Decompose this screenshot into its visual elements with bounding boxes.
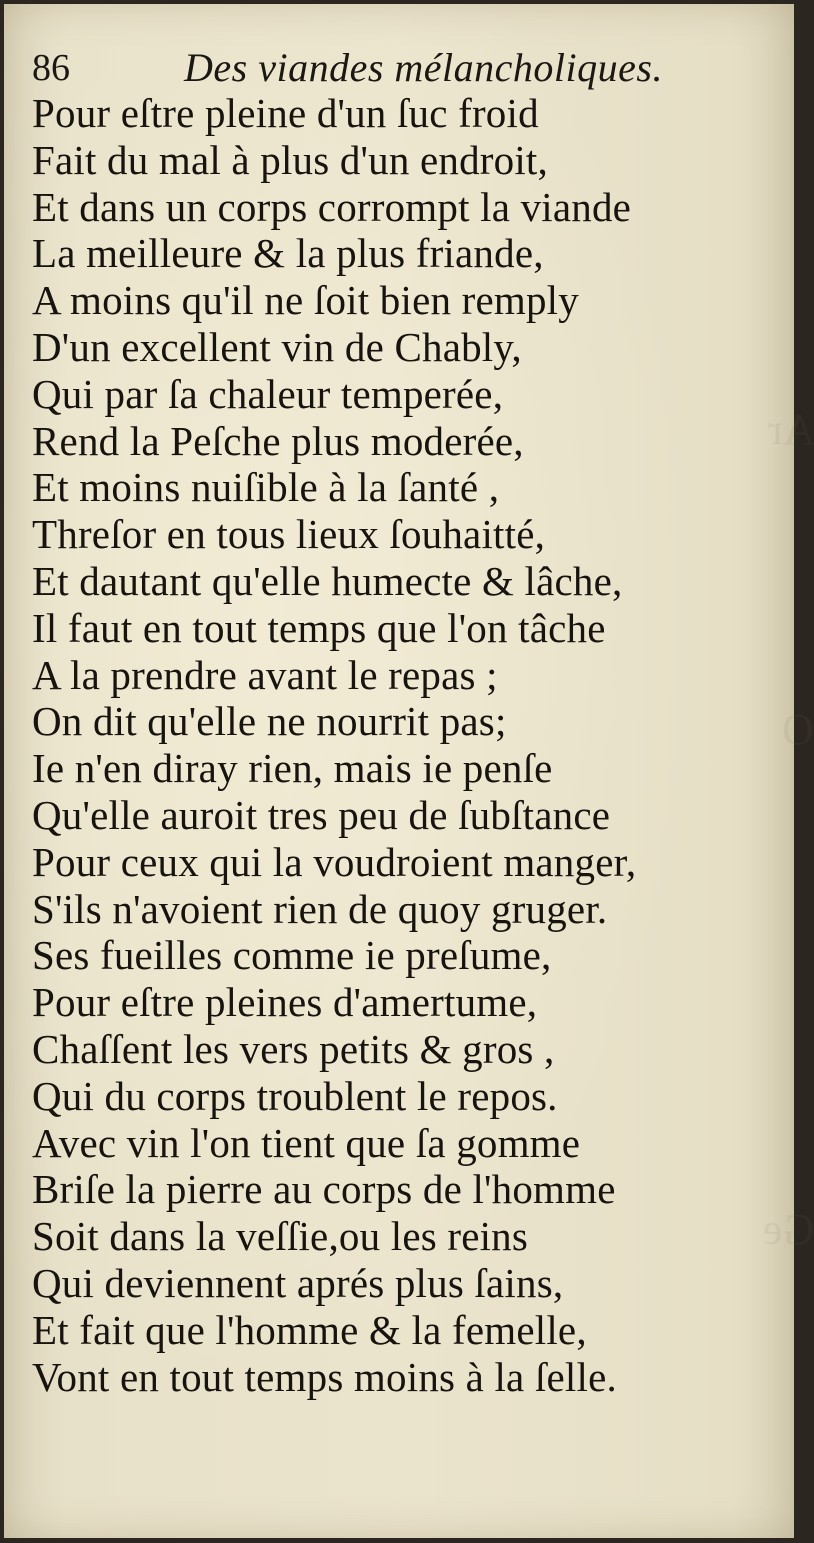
page-number: 86: [32, 47, 70, 89]
verse-line: A moins qu'il ne ſoit bien remply: [32, 277, 579, 324]
verse-line: Chaſſent les vers petits & gros ,: [32, 1025, 555, 1072]
verse-line: Ie n'en diray rien, mais ie penſe: [32, 745, 553, 792]
book-page: [4, 4, 814, 1538]
verse-line: Soit dans la veſſie,ou les reins: [32, 1213, 529, 1260]
verse-line: Pour ceux qui la voudroient manger,: [32, 838, 637, 885]
verse-line: Il faut en tout temps que l'on tâche: [32, 604, 606, 651]
verse-text: [32, 90, 777, 1400]
verse-line: Qu'elle auroit tres peu de ſubſtance: [32, 791, 611, 838]
verse-line: Avec vin l'on tient que ſa gomme: [32, 1119, 581, 1166]
verse-line: Et moins nuiſible à la ſanté ,: [32, 464, 500, 511]
verse-line: On dit qu'elle ne nourrit pas;: [32, 698, 507, 745]
running-head: Des viandes mélancholiques.: [184, 45, 663, 90]
verse-line: Briſe la pierre au corps de l'homme: [32, 1166, 616, 1213]
bleed-through-decoration: Ar: [767, 405, 814, 454]
verse-line: Pour eſtre pleines d'amertume,: [32, 979, 538, 1026]
verse-line: Vont en tout temps moins à la ſelle.: [32, 1353, 617, 1400]
verse-line: A la prendre avant le repas ;: [32, 651, 498, 698]
verse-line: Threſor en tous lieux ſouhaitté,: [32, 511, 546, 558]
verse-line: Qui du corps troublent le repos.: [32, 1072, 558, 1119]
bleed-through-decoration: Ge: [762, 1205, 814, 1254]
verse-line: Pour eſtre pleine d'un ſuc froid: [32, 90, 539, 136]
page-header: [32, 44, 762, 94]
bleed-through-decoration: O: [782, 705, 814, 754]
verse-line: Et fait que l'homme & la femelle,: [32, 1306, 587, 1353]
verse-line: La meilleure & la plus friande,: [32, 230, 544, 277]
verse-line: D'un excellent vin de Chably,: [32, 323, 522, 370]
verse-line: Qui deviennent aprés plus ſains,: [32, 1259, 564, 1306]
verse-line: Et dautant qu'elle humecte & lâche,: [32, 557, 623, 604]
verse-line: Rend la Peſche plus moderée,: [32, 417, 524, 464]
verse-line: Ses fueilles comme ie preſume,: [32, 932, 552, 979]
verse-line: Et dans un corps corrompt la viande: [32, 183, 632, 230]
verse-line: S'ils n'avoient rien de quoy gruger.: [32, 885, 608, 932]
verse-line: Fait du mal à plus d'un endroit,: [32, 136, 548, 183]
verse-line: Qui par ſa chaleur temperée,: [32, 370, 504, 417]
